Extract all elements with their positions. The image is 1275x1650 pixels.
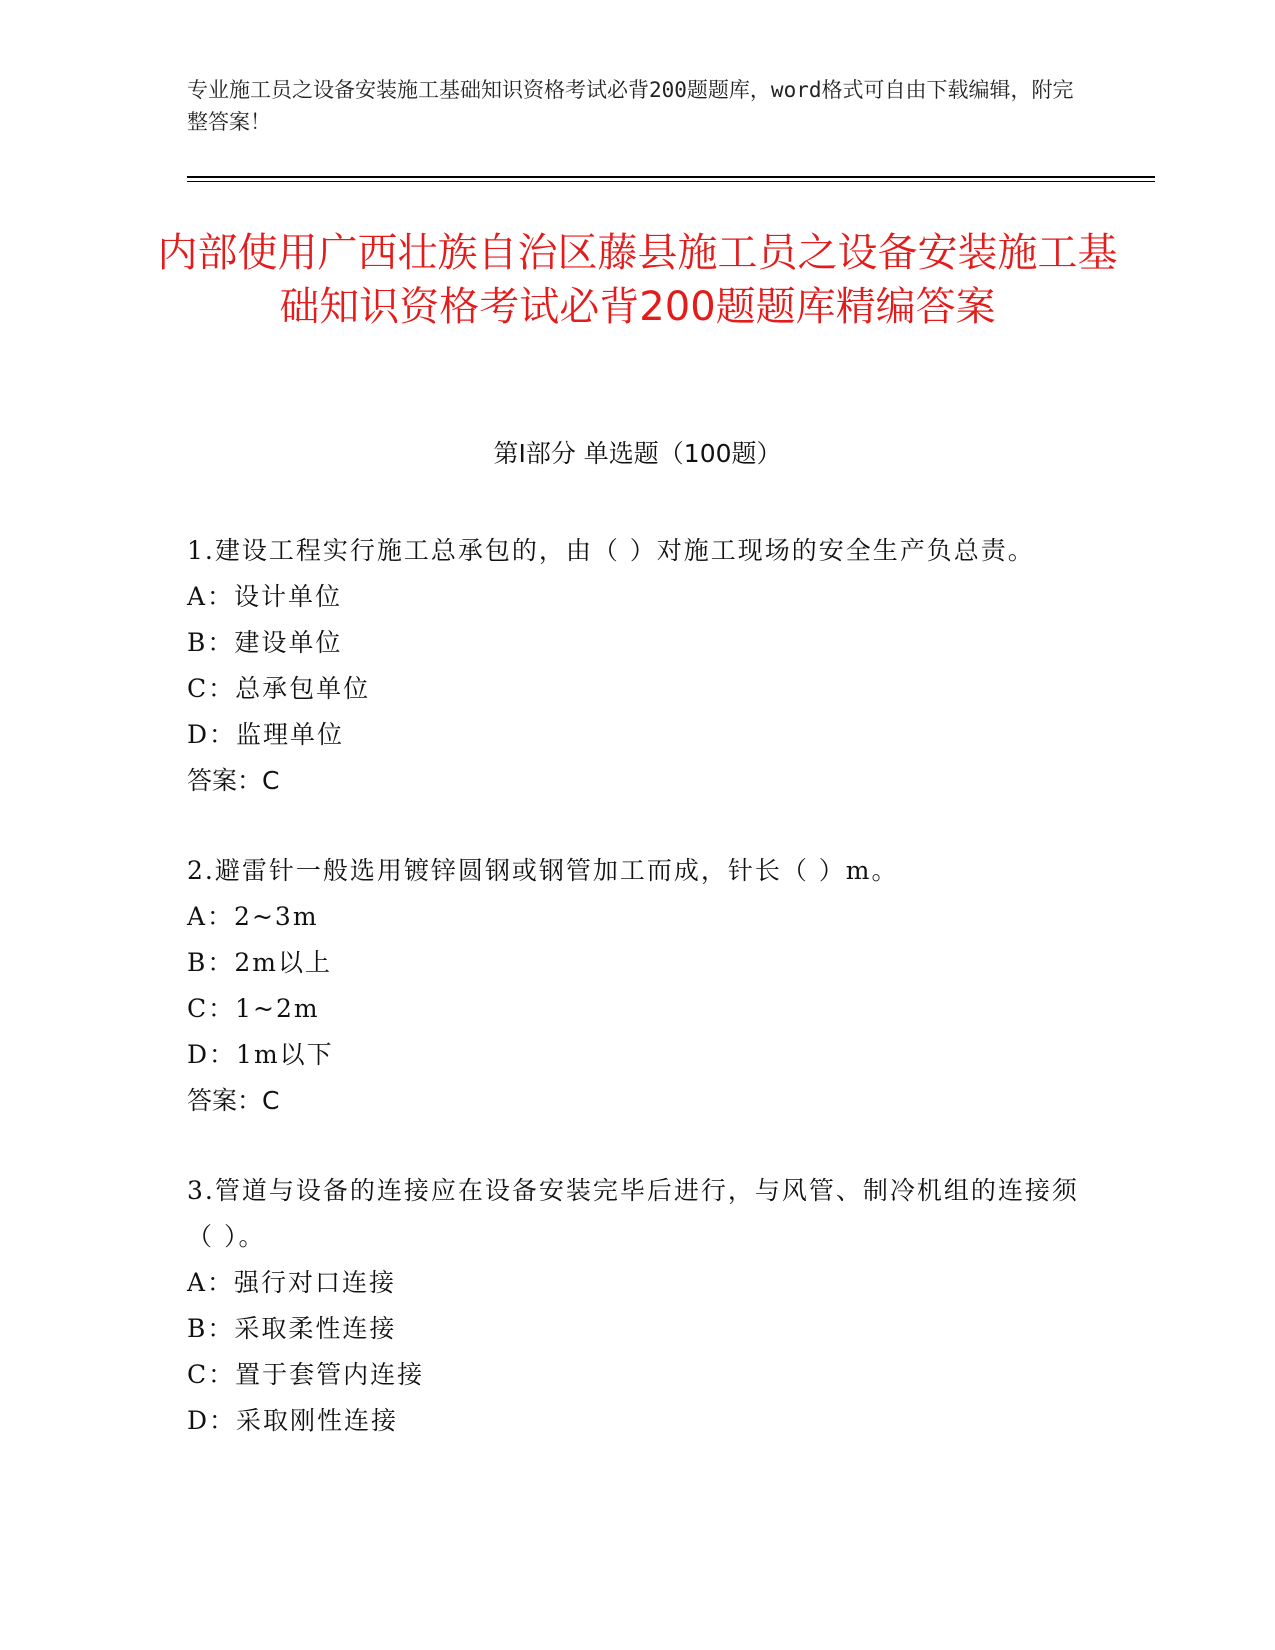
question-stem: 2.避雷针一般选用镀锌圆钢或钢管加工而成，针长（ ）m。	[187, 856, 899, 885]
option-c: C：置于套管内连接	[187, 1360, 425, 1389]
question-1	[187, 528, 1087, 804]
question-3	[187, 1168, 1087, 1444]
question-stem: 1.建设工程实行施工总承包的，由（ ）对施工现场的安全生产负总责。	[187, 536, 1035, 565]
option-c: C：总承包单位	[187, 674, 371, 703]
option-c: C：1~2m	[187, 994, 320, 1023]
section-title: 第Ⅰ部分 单选题（100题）	[493, 439, 782, 468]
option-b: B：建设单位	[187, 628, 343, 657]
option-a: A：设计单位	[187, 582, 343, 611]
question-stem: 3.管道与设备的连接应在设备安装完毕后进行，与风管、制冷机组的连接须（ ）。	[187, 1176, 1079, 1251]
header-divider-thin	[187, 181, 1155, 182]
option-d: D：采取刚性连接	[187, 1406, 399, 1435]
option-b: B：采取柔性连接	[187, 1314, 397, 1343]
option-d: D：监理单位	[187, 720, 345, 749]
answer: 答案：C	[187, 766, 280, 795]
header-divider-thick	[187, 176, 1155, 178]
document-title: 内部使用广西壮族自治区藤县施工员之设备安装施工基础知识资格考试必背200题题库精编答案	[157, 230, 1118, 330]
option-a: A：强行对口连接	[187, 1268, 397, 1297]
header-note: 专业施工员之设备安装施工基础知识资格考试必背200题题库，word格式可自由下载编辑，附完整答案！	[187, 78, 1074, 134]
option-d: D：1m以下	[187, 1040, 334, 1069]
option-a: A：2~3m	[187, 902, 319, 931]
question-2	[187, 848, 1087, 1124]
option-b: B：2m以上	[187, 948, 332, 977]
question-list	[187, 528, 1087, 1488]
answer: 答案：C	[187, 1086, 280, 1115]
